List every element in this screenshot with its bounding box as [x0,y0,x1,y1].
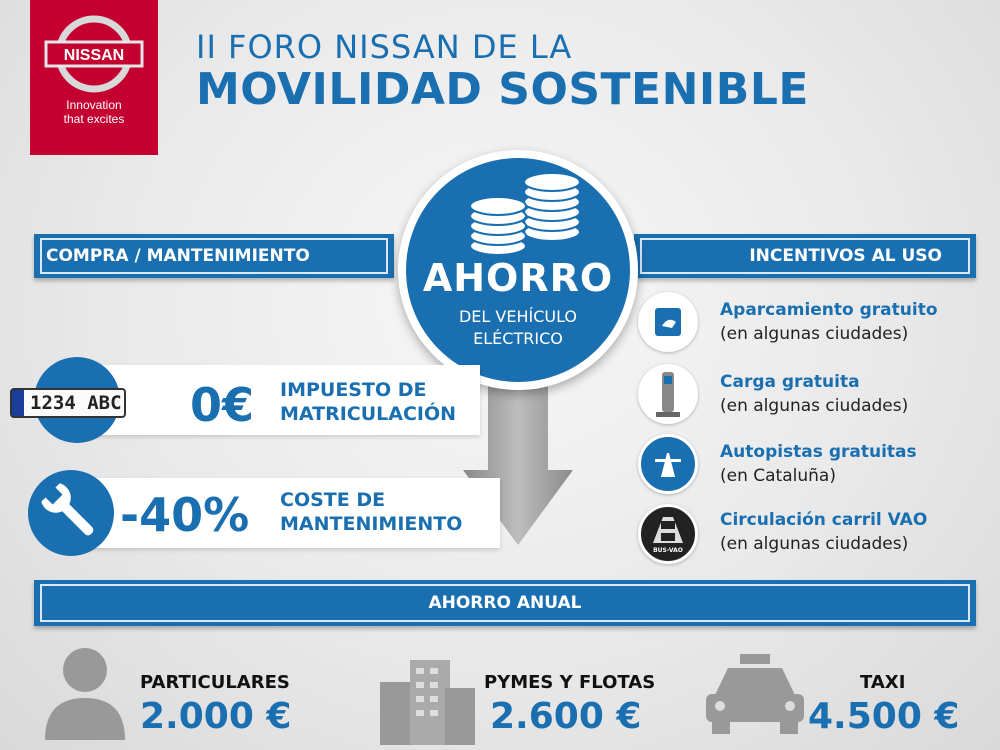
impuesto-value: 0€ [190,378,255,432]
ahorro-title: AHORRO [422,256,614,300]
pymes-label: PYMES Y FLOTAS [484,672,656,693]
incentive-sub-vao: (en algunas ciudades) [720,534,909,554]
band-ahorro-anual: AHORRO ANUAL [34,580,976,626]
band-incentivos: INCENTIVOS AL USO [634,234,976,278]
ahorro-subtitle: DEL VEHÍCULO ELÉCTRICO [458,307,578,348]
building-icon [370,650,480,745]
license-plate: 1234 ABC [10,388,126,418]
pymes-value: 2.600 € [490,696,642,737]
page-title-line2: MOVILIDAD SOSTENIBLE [196,64,809,115]
mantenimiento-value: -40% [120,488,250,542]
nissan-logo [30,0,158,155]
coins-icon [460,158,590,258]
person-icon [40,640,130,740]
taxi-icon [700,650,810,740]
wrench-icon [28,470,114,556]
wrench-circle [28,470,114,556]
particulares-label: PARTICULARES [140,672,290,693]
page-title-line1: II FORO NISSAN DE LA [196,28,573,66]
parking-icon [638,292,698,352]
taxi-label: TAXI [860,672,906,693]
incentive-sub-parking: (en algunas ciudades) [720,324,909,344]
incentive-sub-charge: (en algunas ciudades) [720,396,909,416]
charger-icon [638,364,698,424]
particulares-value: 2.000 € [140,696,292,737]
taxi-value: 4.500 € [808,696,960,737]
incentive-title-charge: Carga gratuita [720,372,860,392]
incentive-sub-highway: (en Cataluña) [720,466,836,486]
incentive-title-highway: Autopistas gratuitas [720,442,917,462]
bus-vao-icon [638,504,698,564]
incentive-title-parking: Aparcamiento gratuito [720,300,938,320]
impuesto-label: IMPUESTO DE MATRICULACIÓN [280,379,457,425]
mantenimiento-label: COSTE DE MANTENIMIENTO [280,489,463,535]
ahorro-circle [398,150,638,390]
band-compra-mantenimiento: COMPRA / MANTENIMIENTO [34,234,394,278]
logo-brand: NISSAN [63,47,125,64]
incentive-title-vao: Circulación carril VAO [720,510,928,530]
nissan-emblem-icon [44,14,144,94]
logo-tagline: Innovation that excites [63,98,125,126]
bus-vao-badge: BUS-VAO [653,547,683,554]
highway-icon [638,434,698,494]
eu-flag-icon [12,390,24,416]
